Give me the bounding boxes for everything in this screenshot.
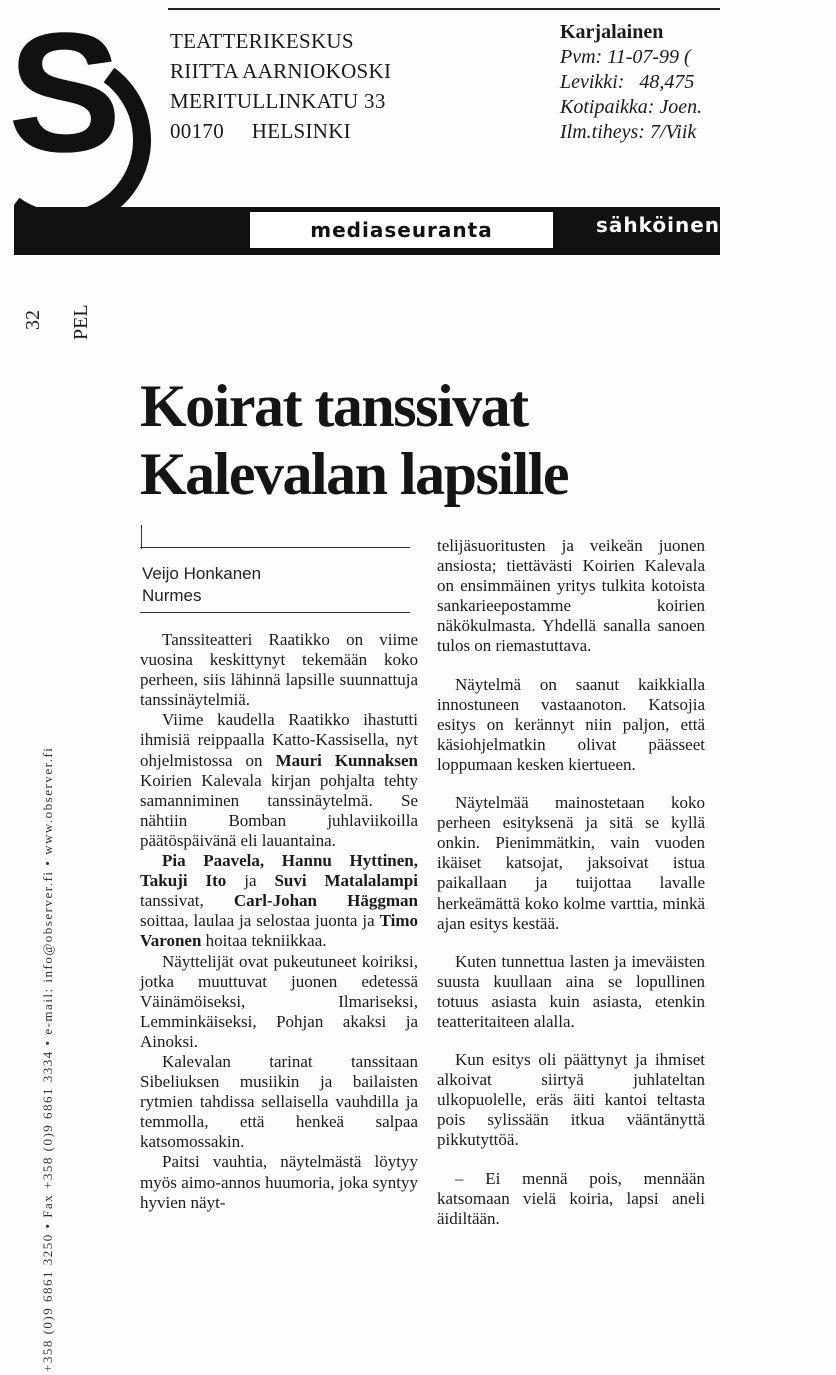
paragraph: Viime kaudella Raatikko ihastutti ihmisiä reippaalla Katto-Kassisella, nyt ohjelmistossa on Mauri Kunnaksen Koirien Kalevala kirjan pohjalta tehty samanniminen tanssinäytelmä. Se nähtiin Bomban juhlaviikoilla päätöspäivänä eli lauantaina. [140, 710, 418, 850]
byline-rule-bottom [140, 612, 410, 613]
headline-line: Koirat tanssivat [140, 373, 528, 439]
article-column-2 [437, 536, 705, 1229]
source-frequency: Ilm.tiheys: 7/Viik [560, 121, 697, 143]
address-line: MERITULLINKATU 33 [170, 89, 386, 113]
source-location: Kotipaikka: Joen. [560, 96, 703, 118]
paragraph: Näytelmää mainostetaan koko perheen esityksenä ja sitä se kyllä onkin. Pienimmätkin, vain vuoden ikäiset katsojat, jaksoivat istua paikallaan ja tuijottaa lavalle herkeämättä koko kolme varttia, minkä ajan esitys kestää. [437, 793, 705, 933]
paragraph: – Ei mennä pois, mennään katsomaan vielä koiria, lapsi aneli äidiltään. [437, 1168, 705, 1228]
paragraph: Paitsi vauhtia, näytelmästä löytyy myös aimo-annos huumoria, joka syntyy hyvien näyt- [140, 1152, 418, 1212]
address-line: 00170 HELSINKI [170, 119, 351, 143]
paragraph: Tanssiteatteri Raatikko on viime vuosina keskittynyt tekemään koko perheen, siis lähinnä lapsille suunnattuja tanssinäytelmiä. [140, 630, 418, 710]
banner-label-mediaseuranta: mediaseuranta [310, 218, 493, 242]
address-line: RIITTA AARNIOKOSKI [170, 59, 392, 83]
banner-label-sahkoinen: sähköinen [596, 213, 721, 237]
source-date: Pvm: 11-07-99 ( [560, 46, 691, 68]
byline-rule-top [140, 547, 410, 548]
paragraph: Pia Paavela, Hannu Hyttinen, Takuji Ito ja Suvi Matalalampi tanssivat, Carl-Johan Häggman soittaa, laulaa ja selostaa juonta ja Timo Varonen hoitaa tekniikkaa. [140, 851, 418, 951]
paragraph: Kun esitys oli päättynyt ja ihmiset alkoivat siirtyä juhlateltan ulkopuolelle, eräs äiti kantoi teltasta pois sylissään itkua vääntänyttä pikkutyttöä. [437, 1050, 705, 1150]
observer-logo: S [8, 0, 122, 188]
paragraph: Kalevalan tarinat tanssitaan Sibeliuksen musiikin ja bailaisten rytmien tahdissa sellaisella vauhdilla ja temmolla, että henkeä salpaa katsomossakin. [140, 1051, 418, 1152]
headline-line: Kalevalan lapsille [140, 441, 569, 507]
page-section: PEL [70, 304, 92, 340]
byline-author: Veijo Honkanen [142, 564, 262, 583]
paragraph: Näytelmä on saanut kaikkialla innostuneen vastaanoton. Katsojia esitys on kerännyt niin paljon, että käsiohjelmatkin olivat päässeet loppumaan kesken kiertueen. [437, 674, 705, 774]
source-circulation: Levikki: 48,475 [560, 71, 695, 93]
page-number: 32 [22, 310, 44, 330]
byline-location: Nurmes [142, 586, 202, 605]
paragraph: Näyttelijät ovat pukeutuneet koiriksi, jotka muuttuvat juonen edetessä Väinämöiseksi, Ilmariseksi, Lemminkäiseksi, Pohjan akaksi ja Ainoksi. [140, 951, 418, 1051]
source-info [560, 20, 702, 145]
paragraph: telijäsuoritusten ja veikeän juonen ansiosta; tiettävästi Koirien Kalevala on ensimmäinen yritys tulkita kotoista sankarieepostamme koirien näkökulmasta. Yhdellä sanalla sanoen tulos on riemastuttava. [437, 536, 705, 656]
address-line: TEATTERIKESKUS [170, 29, 354, 53]
top-rule [168, 8, 720, 10]
paragraph: Kuten tunnettua lasten ja imeväisten suusta kuullaan aina se lopullinen totuus asiasta kuin asiasta, etenkin teatteritaiteen alalla. [437, 951, 705, 1031]
source-name: Karjalainen [560, 21, 664, 43]
byline-vrule [141, 525, 142, 549]
side-contact-info: +358 (0)9 6861 3250 • Fax +358 (0)9 6861 3334 • e-mail: info@observer.fi • www.observer.fi [40, 746, 55, 1372]
byline [142, 563, 261, 607]
article-headline [140, 372, 568, 508]
client-address [170, 26, 391, 146]
article-column-1 [140, 630, 418, 1213]
